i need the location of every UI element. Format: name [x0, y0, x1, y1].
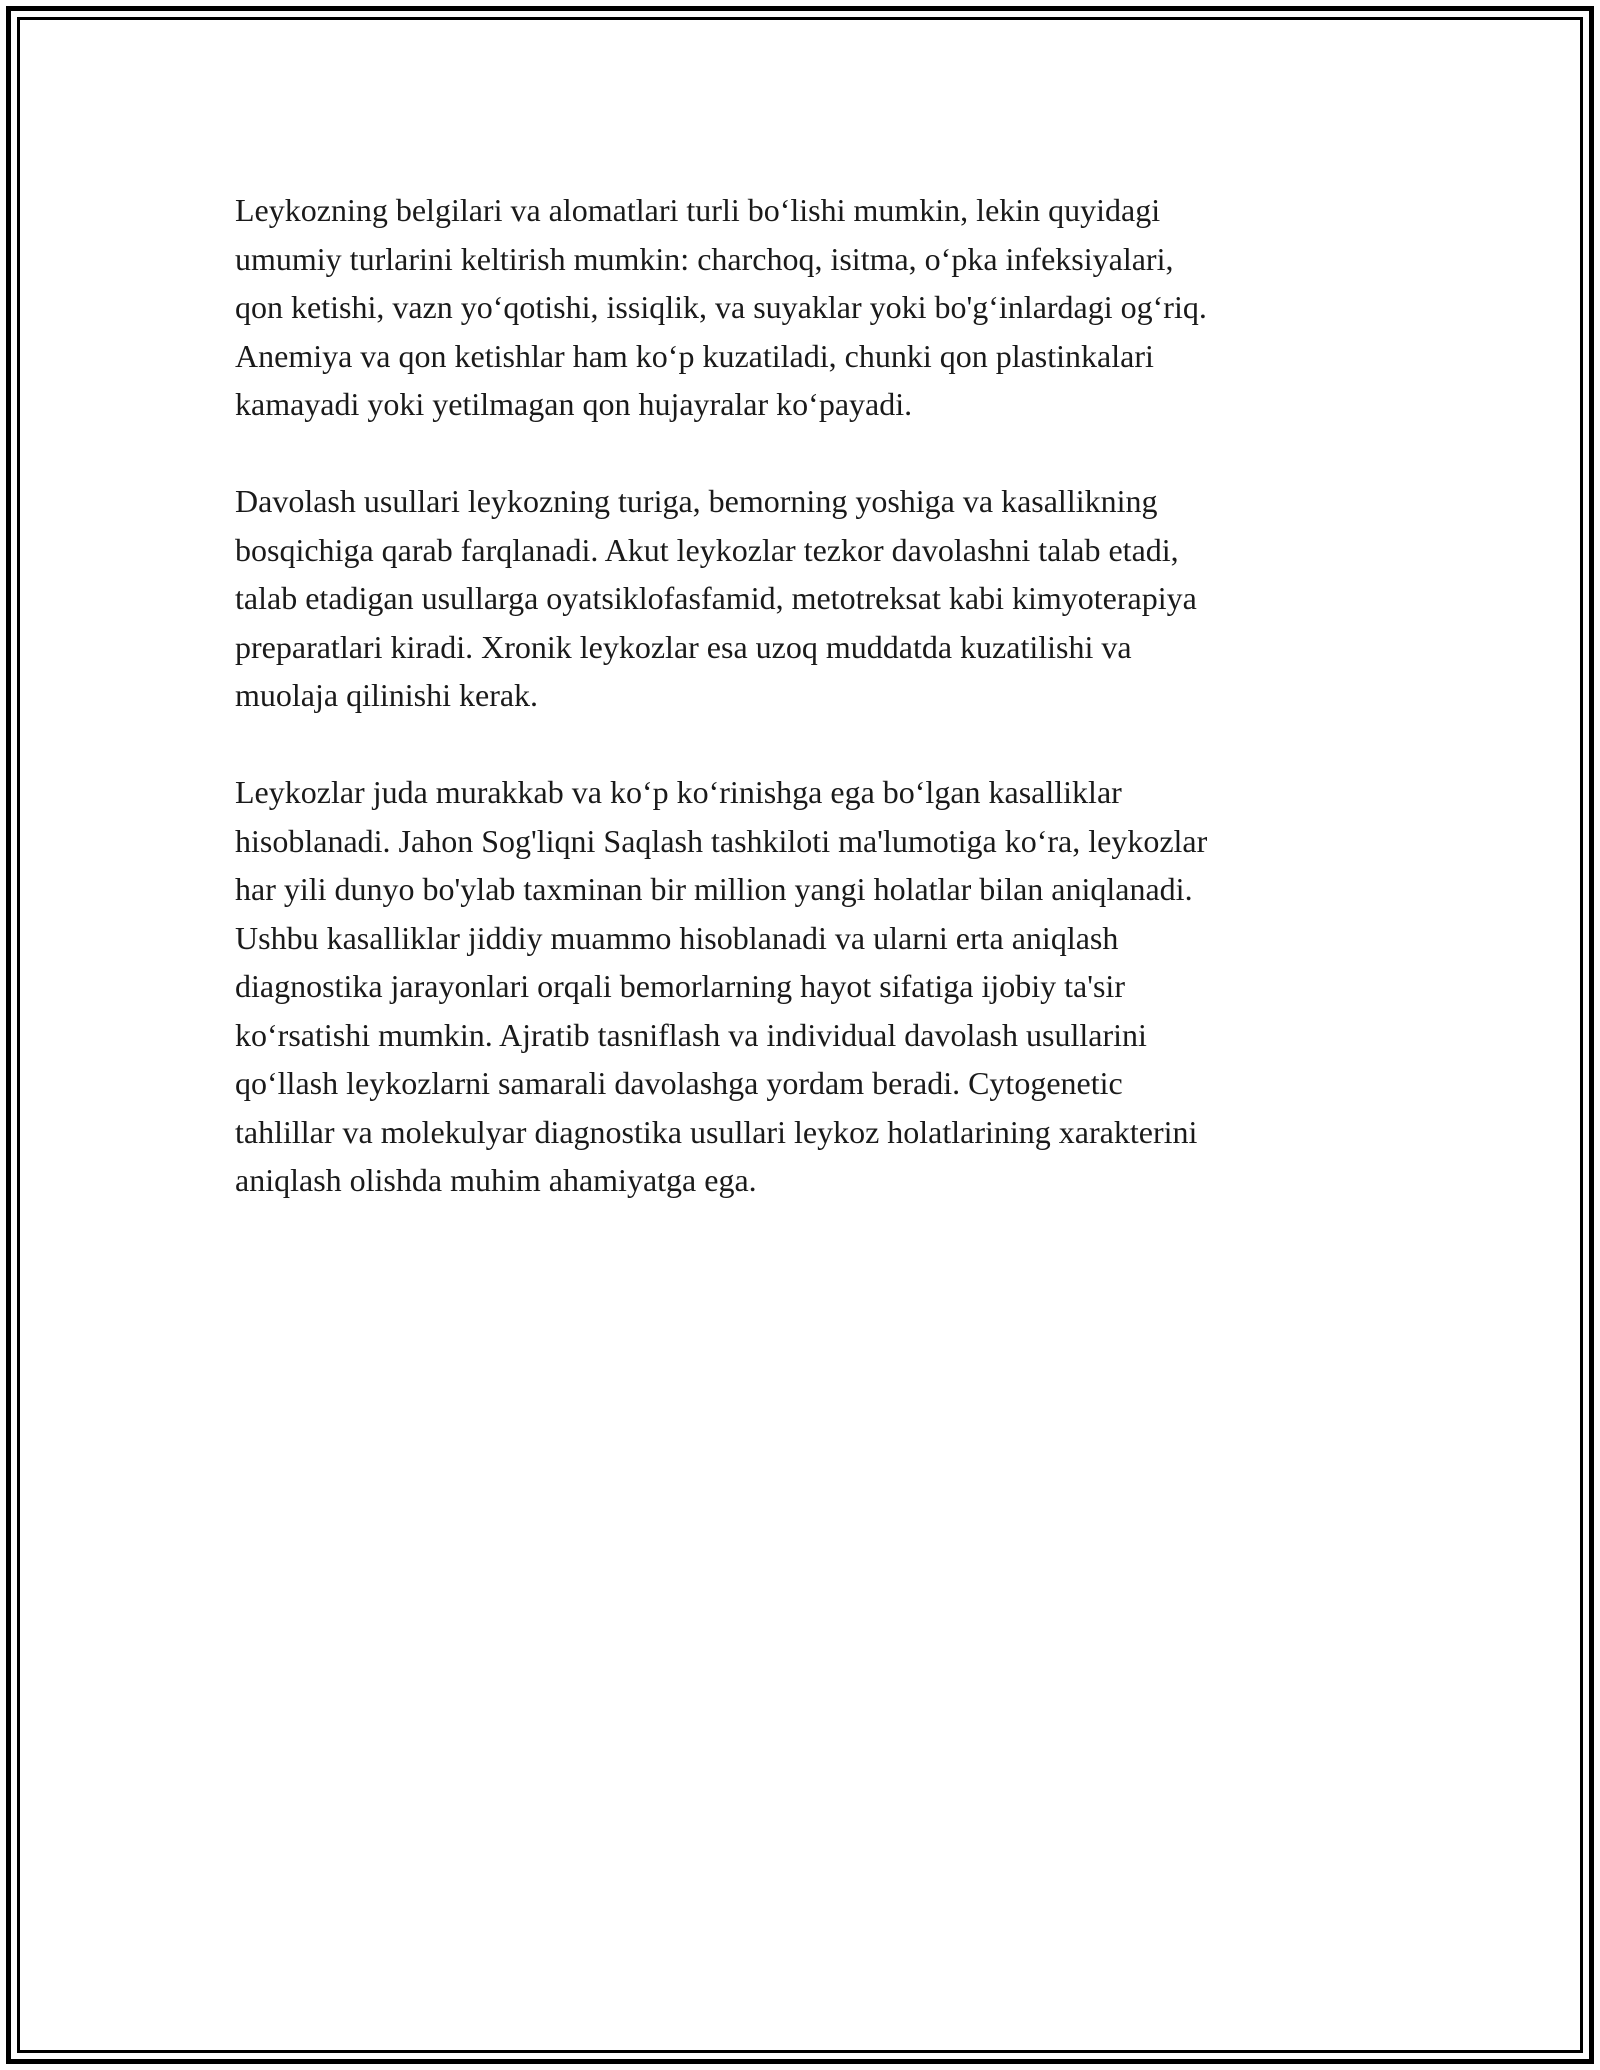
text-line: Anemiya va qon ketishlar ham ko‘p kuzatiladi, chunki qon plastinkalari	[235, 337, 1154, 374]
text-line: umumiy turlarini keltirish mumkin: charchoq, isitma, o‘pka infeksiyalari,	[235, 240, 1174, 277]
text-line: preparatlari kiradi. Xronik leykozlar esa uzoq muddatda kuzatilishi va	[235, 628, 1132, 665]
text-line: qon ketishi, vazn yo‘qotishi, issiqlik, va suyaklar yoki bo'g‘inlardagi og‘riq.	[235, 289, 1207, 325]
text-line: qo‘llash leykozlarni samarali davolashga yordam beradi. Cytogenetic	[235, 1065, 1123, 1101]
text-line: talab etadigan usullarga oyatsiklofasfamid, metotreksat kabi kimyoterapiya	[235, 580, 1197, 616]
text-line: muolaja qilinishi kerak.	[235, 677, 539, 713]
text-line: ko‘rsatishi mumkin. Ajratib tasniflash va individual davolash usullarini	[235, 1016, 1147, 1053]
paragraph-symptoms	[235, 186, 1365, 429]
text-line: Leykozning belgilari va alomatlari turli bo‘lishi mumkin, lekin quyidagi	[235, 192, 1161, 228]
text-line: kamayadi yoki yetilmagan qon hujayralar ko‘payadi.	[235, 386, 913, 422]
document-body	[235, 186, 1365, 1253]
text-line: Davolash usullari leykozning turiga, bemorning yoshiga va kasallikning	[235, 483, 1158, 519]
text-line: bosqichiga qarab farqlanadi. Akut leykozlar tezkor davolashni talab etadi,	[235, 531, 1179, 568]
text-line: Ushbu kasalliklar jiddiy muammo hisoblanadi va ularni erta aniqlash	[235, 919, 1119, 956]
text-line: diagnostika jarayonlari orqali bemorlarning hayot sifatiga ijobiy ta'sir	[235, 968, 1125, 1004]
text-line: tahlillar va molekulyar diagnostika usullari leykoz holatlarining xarakterini	[235, 1113, 1198, 1150]
text-line: hisoblanadi. Jahon Sog'liqni Saqlash tashkiloti ma'lumotiga ko‘ra, leykozlar	[235, 822, 1208, 859]
text-line: Leykozlar juda murakkab va ko‘p ko‘rinishga ega bo‘lgan kasalliklar	[235, 774, 1122, 810]
text-line: aniqlash olishda muhim ahamiyatga ega.	[235, 1162, 757, 1198]
paragraph-treatment	[235, 477, 1365, 720]
text-line: har yili dunyo bo'ylab taxminan bir million yangi holatlar bilan aniqlanadi.	[235, 871, 1193, 907]
paragraph-overview	[235, 768, 1365, 1205]
